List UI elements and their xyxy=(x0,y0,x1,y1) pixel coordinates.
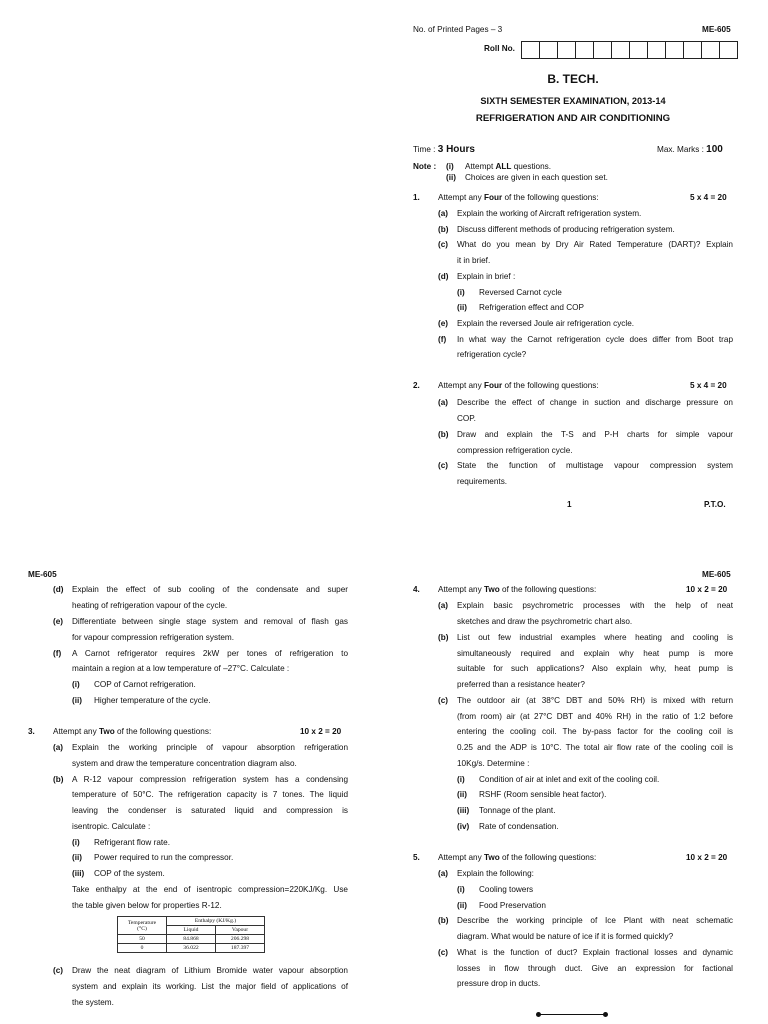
part-text: Discuss different methods of producing refrigeration system. xyxy=(457,225,675,234)
table-cell: 50 xyxy=(118,935,167,944)
part-text: The outdoor air (at 38°C DBT and 50% RH) is mixed with return xyxy=(457,696,733,705)
question-intro: Attempt any Two of the following questions: xyxy=(438,853,597,862)
part-text: Describe the effect of change in suction and discharge pressure on xyxy=(457,398,733,407)
part-text: Explain the working principle of vapour absorption refrigeration xyxy=(72,743,348,752)
part-label: (b) xyxy=(438,916,449,925)
table-row xyxy=(118,944,265,953)
question-intro: Attempt any Two of the following questions: xyxy=(438,585,597,594)
part-text: losses in flow through duct. Give an expression for factional xyxy=(457,964,733,973)
part-text: Explain the following: xyxy=(457,869,534,878)
part-text: Explain in brief : xyxy=(457,272,516,281)
subpart-text: Higher temperature of the cycle. xyxy=(94,696,211,705)
question-number: 1. xyxy=(413,193,420,202)
part-text: (from room) air (at 27°C DBT and 40% RH) in the ratio of 1:2 before xyxy=(457,712,733,721)
note-label: Note : xyxy=(413,162,437,171)
part-label: (a) xyxy=(438,869,449,878)
part-text: it in brief. xyxy=(457,256,491,265)
part-label: (d) xyxy=(438,272,449,281)
subpart-text: COP of Carnot refrigeration. xyxy=(94,680,196,689)
part-text: diagram. What would be nature of ice if it is formed quickly? xyxy=(457,932,674,941)
part-label: (e) xyxy=(438,319,449,328)
part-label: (c) xyxy=(438,240,449,249)
part-text: refrigeration cycle? xyxy=(457,350,527,359)
question-number: 2. xyxy=(413,381,420,390)
subpart-text: Refrigerant flow rate. xyxy=(94,838,170,847)
paper-code: ME-605 xyxy=(702,25,731,34)
part-label: (b) xyxy=(438,225,449,234)
subpart-text: Rate of condensation. xyxy=(479,822,559,831)
subpart-text: Power required to run the compressor. xyxy=(94,853,234,862)
question-marks: 10 x 2 = 20 xyxy=(686,585,728,594)
page-number: 1 xyxy=(567,500,572,509)
printed-pages: No. of Printed Pages – 3 xyxy=(413,25,503,34)
paper-code: ME-605 xyxy=(702,570,731,579)
part-text: Explain the effect of sub cooling of the condensate and super xyxy=(72,585,348,594)
subpart-label: (ii) xyxy=(72,696,83,705)
part-text: heating of refrigeration vapour of the cycle. xyxy=(72,601,228,610)
question-marks: 10 x 2 = 20 xyxy=(300,727,342,736)
subpart-label: (i) xyxy=(457,775,465,784)
part-text: requirements. xyxy=(457,477,508,486)
part-text: Explain the reversed Joule air refrigeration cycle. xyxy=(457,319,635,328)
part-text: Draw the neat diagram of Lithium Bromide water vapour absorption xyxy=(72,966,348,975)
part-label: (a) xyxy=(438,601,449,610)
part-text: the system. xyxy=(72,998,114,1007)
part-text: Describe the working principle of Ice Plant with neat schematic xyxy=(457,916,733,925)
part-text: What is the function of duct? Explain fractional losses and dynamic xyxy=(457,948,733,957)
subpart-text: COP of the system. xyxy=(94,869,165,878)
table-header: Enthalpy (KJ/Kg.) xyxy=(167,917,265,926)
part-text: for vapour compression refrigeration system. xyxy=(72,633,234,642)
note-ii-label: (ii) xyxy=(446,173,457,182)
part-text: State the function of multistage vapour compression system xyxy=(457,461,733,470)
part-label: (e) xyxy=(53,617,64,626)
part-text: isentropic. Calculate : xyxy=(72,822,151,831)
part-label: (c) xyxy=(438,948,449,957)
table-header: Temperature (°C) xyxy=(118,917,167,935)
subpart-label: (ii) xyxy=(457,303,468,312)
roll-number-boxes[interactable] xyxy=(521,41,738,59)
part-label: (b) xyxy=(53,775,64,784)
end-divider-dot-right xyxy=(603,1012,608,1017)
subpart-text: Reversed Carnot cycle xyxy=(479,288,562,297)
subpart-label: (ii) xyxy=(457,790,468,799)
part-label: (d) xyxy=(53,585,64,594)
subpart-text: Cooling towers xyxy=(479,885,534,894)
question-intro: Attempt any Two of the following questions: xyxy=(53,727,212,736)
part-text: Take enthalpy at the end of isentropic compression=220KJ/Kg. Use xyxy=(72,885,348,894)
part-text: In what way the Carnot refrigeration cycle does differ from Boot trap xyxy=(457,335,733,344)
paper-code: ME-605 xyxy=(28,570,57,579)
max-marks: Max. Marks : 100 xyxy=(657,144,723,155)
part-text: system and explain its working. List the major field of applications of xyxy=(72,982,348,991)
subpart-text: RSHF (Room sensible heat factor). xyxy=(479,790,607,799)
exam-title: SIXTH SEMESTER EXAMINATION, 2013-14 xyxy=(480,96,666,106)
part-text: simultaneously required and explain why heat pump is more xyxy=(457,649,733,658)
degree-title: B. TECH. xyxy=(547,72,599,86)
subpart-label: (i) xyxy=(457,885,465,894)
part-label: (b) xyxy=(438,430,449,439)
part-text: system and draw the temperature concentration diagram also. xyxy=(72,759,297,768)
part-label: (f) xyxy=(53,649,62,658)
part-text: sketches and draw the psychrometric chart also. xyxy=(457,617,633,626)
enthalpy-table xyxy=(117,916,265,953)
note-ii-text: Choices are given in each question set. xyxy=(465,173,608,182)
question-marks: 10 x 2 = 20 xyxy=(686,853,728,862)
table-cell: 187.397 xyxy=(216,944,265,953)
part-text: 10Kg/s. Determine : xyxy=(457,759,530,768)
table-cell: 206.298 xyxy=(216,935,265,944)
question-intro: Attempt any Four of the following questions: xyxy=(438,381,599,390)
table-header: Liquid xyxy=(167,926,216,935)
part-text: What do you mean by Dry Air Rated Temperature (DART)? Explain xyxy=(457,240,733,249)
part-label: (f) xyxy=(438,335,447,344)
subpart-text: Food Preservation xyxy=(479,901,546,910)
part-text: COP. xyxy=(457,414,476,423)
table-row xyxy=(118,935,265,944)
part-label: (c) xyxy=(53,966,64,975)
roll-label: Roll No. xyxy=(484,44,515,53)
question-marks: 5 x 4 = 20 xyxy=(690,193,727,202)
subpart-label: (ii) xyxy=(72,853,83,862)
part-label: (a) xyxy=(438,398,449,407)
subject-title: REFRIGERATION AND AIR CONDITIONING xyxy=(475,113,671,124)
end-divider xyxy=(538,1014,606,1015)
question-number: 5. xyxy=(413,853,420,862)
part-label: (a) xyxy=(438,209,449,218)
subpart-label: (i) xyxy=(72,838,80,847)
part-label: (a) xyxy=(53,743,64,752)
question-intro: Attempt any Four of the following questions: xyxy=(438,193,599,202)
subpart-label: (iv) xyxy=(457,822,470,831)
subpart-text: Condition of air at inlet and exit of the cooling coil. xyxy=(479,775,660,784)
subpart-label: (i) xyxy=(457,288,465,297)
part-text: Draw and explain the T-S and P-H charts for simple vapour xyxy=(457,430,733,439)
part-label: (c) xyxy=(438,696,449,705)
subpart-text: Tonnage of the plant. xyxy=(479,806,556,815)
part-text: leaving the condenser is saturated liquid and compression is xyxy=(72,806,348,815)
table-cell: 36.022 xyxy=(167,944,216,953)
subpart-label: (i) xyxy=(72,680,80,689)
part-text: preferred than a resistance heater? xyxy=(457,680,585,689)
table-cell: 84.868 xyxy=(167,935,216,944)
part-text: List out few industrial examples where heating and cooling is xyxy=(457,633,733,642)
part-text: 0.25 and the ADP is 10°C. The total air flow rate of the cooling coil is xyxy=(457,743,733,752)
part-text: Explain basic psychrometric processes with the help of neat xyxy=(457,601,733,610)
part-text: A R-12 vapour compression refrigeration system has a condensing xyxy=(72,775,348,784)
note-i-text: Attempt ALL questions. xyxy=(465,162,552,171)
question-number: 4. xyxy=(413,585,420,594)
part-text: suitable for such applications? Also explain why, heat pump is xyxy=(457,664,733,673)
part-text: compression refrigeration cycle. xyxy=(457,446,573,455)
part-text: Explain the working of Aircraft refrigeration system. xyxy=(457,209,642,218)
part-text: temperature of 50°C. The refrigeration capacity is 7 tones. The liquid xyxy=(72,790,348,799)
end-divider-dot-left xyxy=(536,1012,541,1017)
part-text: pressure drop in ducts. xyxy=(457,979,541,988)
part-label: (c) xyxy=(438,461,449,470)
subpart-text: Refrigeration effect and COP xyxy=(479,303,584,312)
part-text: maintain a region at a low temperature of –27°C. Calculate : xyxy=(72,664,290,673)
subpart-label: (iii) xyxy=(72,869,85,878)
subpart-label: (iii) xyxy=(457,806,470,815)
question-marks: 5 x 4 = 20 xyxy=(690,381,727,390)
table-cell: 0 xyxy=(118,944,167,953)
part-text: A Carnot refrigerator requires 2kW per tones of refrigeration to xyxy=(72,649,348,658)
pto-label: P.T.O. xyxy=(704,500,726,509)
part-text: the table given below for properties R-12. xyxy=(72,901,222,910)
part-text: Differentiate between single stage system and removal of flash gas xyxy=(72,617,348,626)
part-text: entering the cooling coil. The by-pass factor for the cooling coil is xyxy=(457,727,733,736)
part-label: (b) xyxy=(438,633,449,642)
subpart-label: (ii) xyxy=(457,901,468,910)
table-header: Vapour xyxy=(216,926,265,935)
note-i-label: (i) xyxy=(446,162,454,171)
time-allowed: Time : 3 Hours xyxy=(413,144,475,155)
question-number: 3. xyxy=(28,727,35,736)
